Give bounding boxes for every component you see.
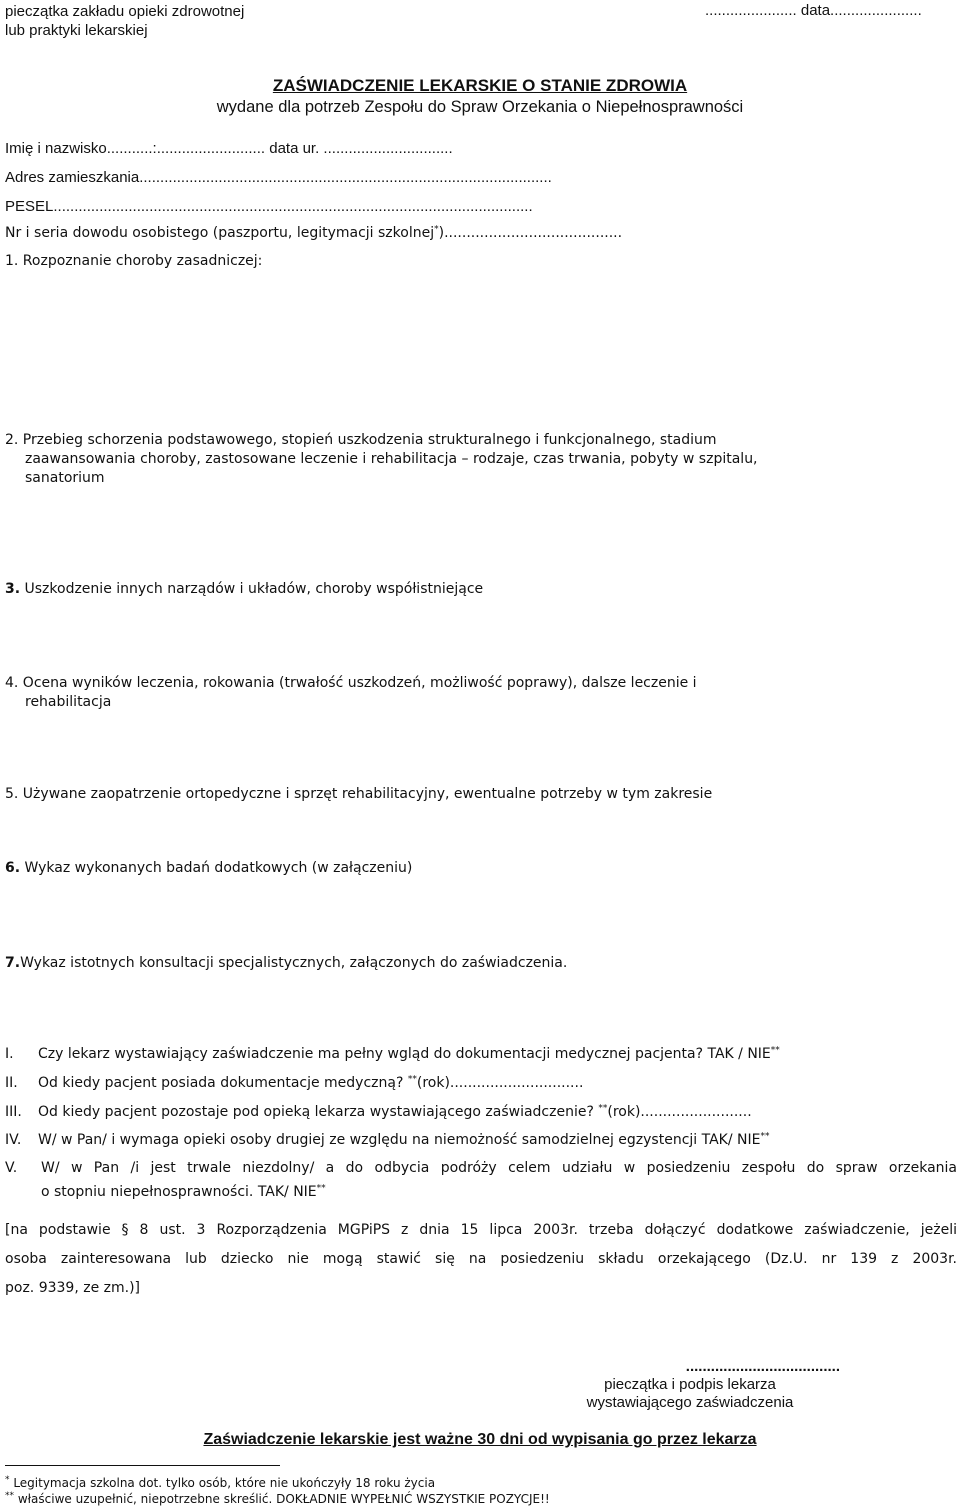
question-2-number: II. [5,1075,18,1091]
section-6-number: 6. [5,860,21,876]
question-3-year-field[interactable]: (rok)......................... [607,1104,752,1120]
legal-note-line-3: poz. 9339, ze zm.)] [5,1280,141,1296]
footnote-divider [5,1465,280,1466]
question-5-number: V. [5,1160,18,1176]
signature-block [540,1358,840,1412]
footnote-2-mark: ** [5,1491,14,1501]
footnote-2 [5,1492,550,1506]
section-2-line-1: 2. Przebieg schorzenia podstawowego, stopień uszkodzenia strukturalnego i funkcjonalnego, stadium [5,432,717,448]
legal-note-line-1: [na podstawie § 8 ust. 3 Rozporządzenia MGPiPS z dnia 15 lipca 2003r. trzeba dołączyć dodatkowe zaświadczenie, jeżeli [5,1222,957,1238]
date-field[interactable]: ...................... data...................... [705,2,922,19]
footnote-1-mark: * [5,1475,10,1485]
legal-note [5,1216,957,1303]
section-2-course [5,431,758,488]
question-3-text: Od kiedy pacjent pozostaje pod opieką lekarza wystawiającego zaświadczenie? [38,1104,599,1120]
footnote-mark: * [434,224,439,235]
validity-notice: Zaświadczenie lekarskie jest ważne 30 dni od wypisania go przez lekarza [203,1431,757,1448]
section-3-text: Uszkodzenie innych narządów i układów, choroby współistniejące [20,581,484,597]
signature-label-1: pieczątka i podpis lekarza [604,1376,776,1393]
pesel-field[interactable]: PESEL................................................................................................................... [5,198,533,215]
section-7-number: 7. [5,955,21,971]
footnote-1-text: Legitymacja szkolna dot. tylko osób, które nie ukończyły 18 roku życia [9,1476,436,1490]
document-subtitle: wydane dla potrzeb Zespołu do Spraw Orzekania o Niepełnosprawności [216,98,744,116]
id-document-label: Nr i seria dowodu osobistego (paszportu, legitymacji szkolnej [5,225,435,241]
question-5-line-1: W/ w Pan /i jest trwale niezdolny/ a do odbycia podróży celem udziału w posiedzeniu zespołu do spraw orzekania [41,1160,957,1176]
section-2-line-2: zaawansowania choroby, zastosowane leczenie i rehabilitacja – rodzaje, czas trwania, pobyty w szpitalu, [25,451,758,467]
legal-note-line-2: osoba zainteresowana lub dziecko nie mogą stawić się na posiedzeniu składu orzekającego (Dz.U. nr 139 z 2003r. [5,1251,957,1267]
question-5-line-2: o stopniu niepełnosprawności. TAK/ NIE [41,1184,317,1200]
id-document-dots: )........................................ [438,225,623,241]
section-6-tests [5,860,412,876]
footnote-mark: ** [407,1074,417,1085]
question-3 [5,1104,752,1120]
address-field[interactable]: Adres zamieszkania................................................................................................... [5,169,552,186]
section-5-equipment: 5. Używane zaopatrzenie ortopedyczne i sprzęt rehabilitacyjny, ewentualne potrzeby w tym zakresie [5,786,713,802]
footnote-mark: ** [760,1131,770,1142]
question-1-number: I. [5,1046,14,1062]
question-2-text: Od kiedy pacjent posiada dokumentacje medyczną? [38,1075,408,1091]
stamp-line-2: lub praktyki lekarskiej [5,22,148,39]
section-4-assessment [5,674,697,712]
stamp-line-1: pieczątka zakładu opieki zdrowotnej [5,3,245,20]
question-5 [5,1160,957,1200]
signature-dots[interactable]: ..................................... [685,1358,840,1375]
section-3-number: 3. [5,581,21,597]
question-5-line-2-wrap [5,1184,957,1200]
footnote-mark: ** [598,1103,608,1114]
section-3-other-organs [5,581,483,597]
question-4 [5,1132,769,1148]
question-1 [5,1046,780,1062]
document-title: ZAŚWIADCZENIE LEKARSKIE O STANIE ZDROWIA [272,76,688,95]
section-2-line-3: sanatorium [25,470,105,486]
id-document-field[interactable] [5,225,622,241]
question-2-year-field[interactable]: (rok).............................. [416,1075,584,1091]
section-4-line-1: 4. Ocena wyników leczenia, rokowania (trwałość uszkodzeń, możliwość poprawy), dalsze leczenie i [5,675,697,691]
question-1-text: Czy lekarz wystawiający zaświadczenie ma pełny wgląd do dokumentacji medycznej pacjenta? TAK / NIE [38,1046,771,1062]
stamp-placeholder [5,2,244,40]
section-7-consultations [5,955,567,971]
footnote-2-text: właściwe uzupełnić, niepotrzebne skreślić. DOKŁADNIE WYPEŁNIĆ WSZYSTKIE POZYCJE!! [14,1492,550,1506]
footnote-mark: ** [316,1183,326,1194]
section-4-line-2: rehabilitacja [25,694,112,710]
signature-label-2: wystawiającego zaświadczenia [586,1394,794,1411]
name-dob-field[interactable]: Imię i nazwisko...........:.......................... data ur. ............................... [5,140,453,157]
question-4-number: IV. [5,1132,22,1148]
section-6-text: Wykaz wykonanych badań dodatkowych (w załączeniu) [20,860,413,876]
footnote-mark: ** [770,1045,780,1056]
question-3-number: III. [5,1104,22,1120]
footnote-1 [5,1476,435,1490]
section-7-text: Wykaz istotnych konsultacji specjalistycznych, załączonych do zaświadczenia. [20,955,568,971]
question-4-text: W/ w Pan/ i wymaga opieki osoby drugiej ze względu na niemożność samodzielnej egzystencji TAK/ NIE [38,1132,761,1148]
section-1-diagnosis: 1. Rozpoznanie choroby zasadniczej: [5,253,263,269]
question-2 [5,1075,583,1091]
